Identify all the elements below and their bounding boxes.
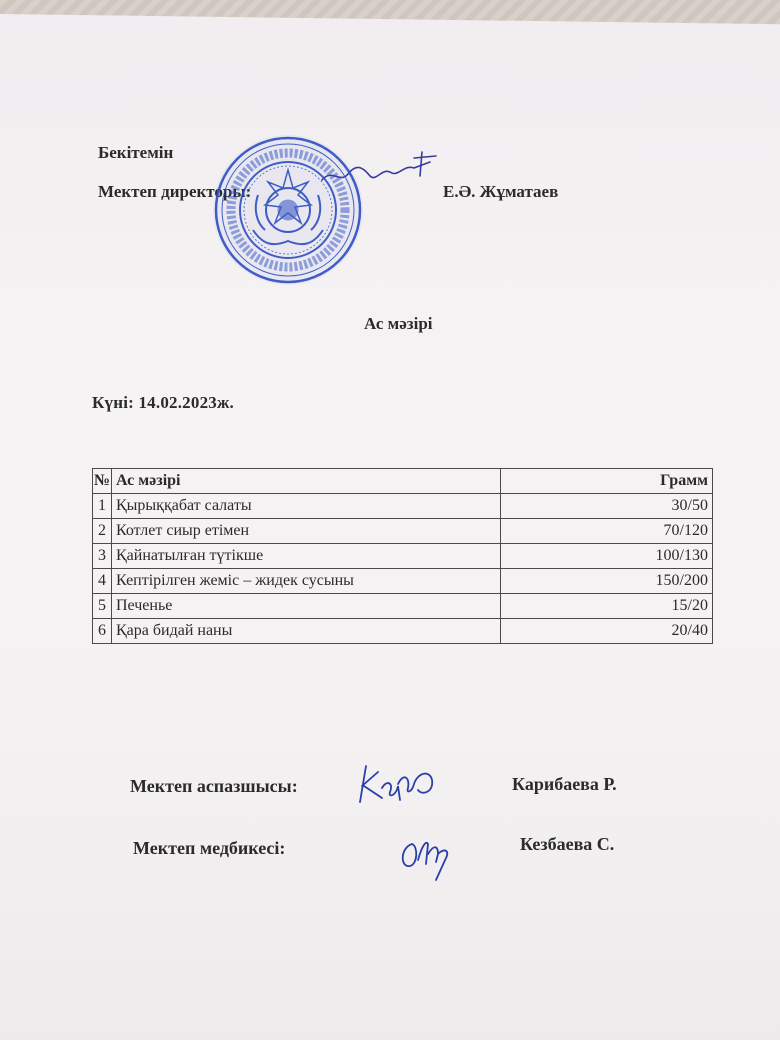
header-gram: Грамм [501, 469, 713, 494]
table-row [93, 594, 713, 619]
row-name: Кептірілген жеміс – жидек сусыны [112, 569, 501, 594]
cook-name: Карибаева Р. [512, 774, 617, 794]
row-gram: 30/50 [501, 494, 713, 519]
director-name: Е.Ә. Жұматаев [443, 182, 559, 201]
row-num: 4 [93, 569, 112, 594]
row-gram: 15/20 [501, 594, 713, 619]
nurse-label: Мектеп медбикесі: [133, 838, 286, 858]
row-name: Қара бидай наны [112, 619, 501, 644]
cook-signature [352, 762, 442, 812]
date-label: Күні: [92, 393, 135, 412]
row-gram: 150/200 [501, 569, 713, 594]
page-title: Ас мәзірі [364, 314, 433, 333]
row-gram: 20/40 [501, 619, 713, 644]
row-gram: 100/130 [501, 544, 713, 569]
director-label: Мектеп директоры: [98, 182, 252, 201]
table-row [93, 544, 713, 569]
nurse-name: Кезбаева С. [520, 834, 615, 854]
table-row [93, 619, 713, 644]
school-stamp-icon [213, 135, 363, 285]
date-value: 14.02.2023ж. [138, 393, 234, 412]
row-name: Қырыққабат салаты [112, 494, 501, 519]
row-num: 2 [93, 519, 112, 544]
row-name: Котлет сиыр етімен [112, 519, 501, 544]
table-row [93, 569, 713, 594]
row-name: Печенье [112, 594, 501, 619]
header-num: № [93, 469, 112, 494]
table-row [93, 519, 713, 544]
row-num: 6 [93, 619, 112, 644]
row-num: 3 [93, 544, 112, 569]
approve-label: Бекітемін [98, 143, 174, 162]
table-header-row [93, 469, 713, 494]
cook-label: Мектеп аспазшысы: [130, 776, 298, 796]
table-row [93, 494, 713, 519]
row-name: Қайнатылған түтікше [112, 544, 501, 569]
row-num: 5 [93, 594, 112, 619]
row-num: 1 [93, 494, 112, 519]
row-gram: 70/120 [501, 519, 713, 544]
header-name: Ас мәзірі [112, 469, 501, 494]
menu-table [92, 468, 713, 644]
date-line [92, 393, 234, 413]
nurse-signature [396, 830, 466, 885]
